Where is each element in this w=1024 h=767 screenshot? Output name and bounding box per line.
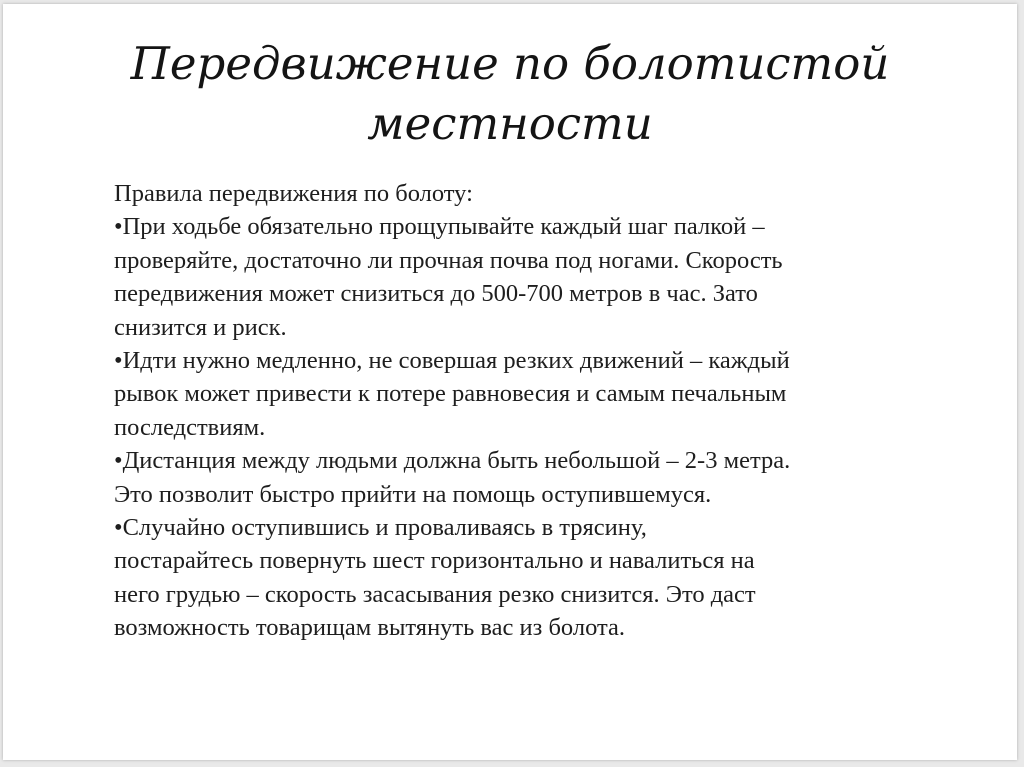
slide — [3, 4, 1017, 760]
body-line: снизится и риск. — [114, 313, 287, 341]
body-line: последствиям. — [114, 413, 266, 441]
body-line: него грудью – скорость засасывания резко снизится. Это даст — [114, 580, 756, 608]
body-line: передвижения может снизиться до 500-700 метров в час. Зато — [114, 280, 758, 308]
slide-title — [43, 34, 977, 154]
body-line: •Дистанция между людьми должна быть небольшой – 2-3 метра. — [114, 447, 791, 475]
title-line-2: местности — [367, 97, 653, 150]
body-line: •Идти нужно медленно, не совершая резких движений – каждый — [114, 347, 790, 375]
body-line: Это позволит быстро прийти на помощь оступившемуся. — [114, 480, 712, 508]
slide-body-text — [114, 177, 934, 645]
body-line: •Случайно оступившись и проваливаясь в трясину, — [114, 514, 647, 542]
body-line: Правила передвижения по болоту: — [114, 180, 473, 207]
body-line: рывок может привести к потере равновесия и самым печальным — [114, 380, 787, 408]
body-line: проверяйте, достаточно ли прочная почва под ногами. Скорость — [114, 246, 783, 274]
body-line: возможность товарищам вытянуть вас из болота. — [114, 614, 626, 642]
title-line-1: Передвижение по болотистой — [130, 37, 890, 90]
body-line: •При ходьбе обязательно прощупывайте каждый шаг палкой – — [114, 213, 765, 241]
body-line: постарайтесь повернуть шест горизонтально и навалиться на — [114, 547, 755, 575]
